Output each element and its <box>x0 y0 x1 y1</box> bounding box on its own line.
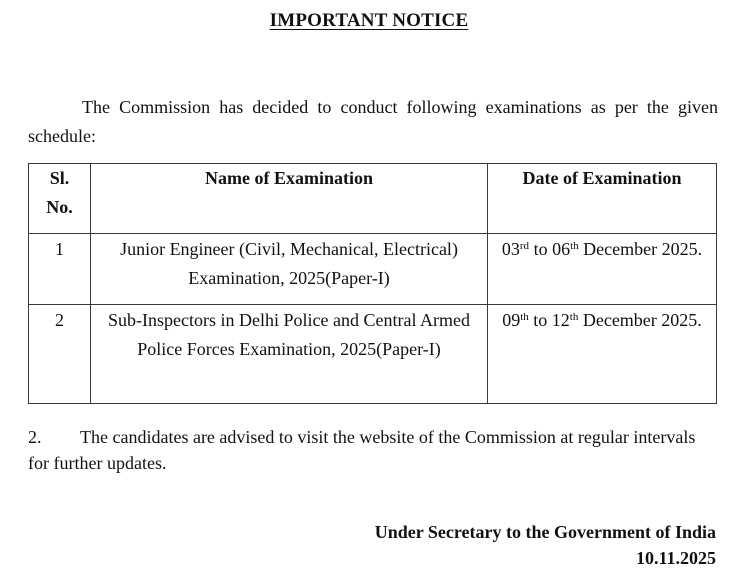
date-end-suffix: th <box>570 240 579 252</box>
header-exam-name: Name of Examination <box>91 164 488 234</box>
row-sl: 1 <box>29 234 91 305</box>
header-sl-line2: No. <box>46 197 73 217</box>
date-start-day: 03 <box>501 239 520 259</box>
advisory-paragraph <box>28 424 718 476</box>
date-start-day: 09 <box>502 310 521 330</box>
advisory-text: The candidates are advised to visit the website of the Commission at regular intervals for further updates. <box>28 427 696 473</box>
header-sl-no <box>29 164 91 234</box>
header-sl-line1: Sl. <box>49 168 70 188</box>
row-exam-name: Sub-Inspectors in Delhi Police and Central Armed Police Forces Examination, 2025(Paper-I) <box>91 305 488 404</box>
paragraph-number: 2. <box>28 427 42 447</box>
date-start-suffix: rd <box>519 240 530 252</box>
date-end-day: 12 <box>551 310 570 330</box>
notice-title: IMPORTANT NOTICE <box>269 10 469 31</box>
row-exam-date <box>488 234 717 305</box>
signature-block <box>375 519 716 571</box>
table-row <box>29 234 717 305</box>
date-end-suffix: th <box>569 311 579 323</box>
date-end-day: 06 <box>552 239 571 259</box>
row-exam-name: Junior Engineer (Civil, Mechanical, Electrical) Examination, 2025(Paper-I) <box>91 234 488 305</box>
table-header-row <box>29 164 717 234</box>
date-start-suffix: th <box>520 311 529 323</box>
exam-schedule-table <box>28 163 717 404</box>
date-to: to <box>529 239 553 259</box>
header-exam-date: Date of Examination <box>488 164 717 234</box>
intro-paragraph: The Commission has decided to conduct following examinations as per the given schedule: <box>28 97 718 146</box>
signatory-title: Under Secretary to the Government of India <box>374 522 716 542</box>
notice-date: 10.11.2025 <box>635 548 716 568</box>
table-row <box>29 305 717 404</box>
row-sl: 2 <box>29 305 91 404</box>
date-rest: December 2025. <box>578 239 703 259</box>
date-to: to <box>528 310 552 330</box>
date-rest: December 2025. <box>578 310 702 330</box>
row-exam-date <box>488 305 717 404</box>
